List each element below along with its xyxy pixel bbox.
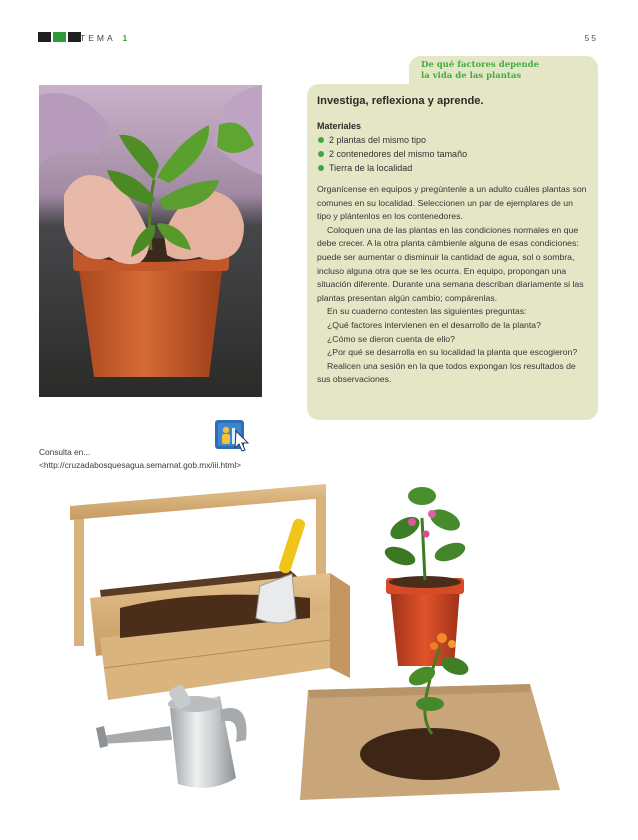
materials-item-text: 2 contenedores del mismo tamaño bbox=[329, 149, 468, 159]
photo-gardening-supplies bbox=[60, 478, 600, 818]
materials-item-text: 2 plantas del mismo tipo bbox=[329, 135, 427, 145]
section-label-text: TEMA bbox=[80, 33, 116, 43]
question-item: ¿Qué factores intervienen en el desarrollo de la planta? bbox=[327, 319, 541, 330]
header-block-green bbox=[53, 32, 66, 42]
materials-item-text: Tierra de la localidad bbox=[329, 163, 413, 173]
instructions-paragraph: Coloquen una de las plantas en las condiciones normales en que debe crecer. A la otra planta cámbienle alguna de esas condiciones: puede ser aumentar o disminuir la cantidad de agua, sol o sombra, incluso alguna otra que se les ocurra. En equipo, propongan una situación diferente. Durante una semana describan diariamente si las plantas presentan algún cambio; compárenlas. bbox=[317, 224, 584, 303]
question-item: ¿Cómo se dieron cuenta de ello? bbox=[327, 333, 455, 344]
photo-hands-planting bbox=[39, 85, 262, 397]
materials-list bbox=[317, 133, 588, 175]
instructions-paragraph: Organícense en equipos y pregúntenle a un adulto cuáles plantas son comunes en su localidad. Seleccionen un par de ejemplares de un tipo y plántenlos en los contenedores. bbox=[317, 184, 587, 222]
header-block-dark bbox=[38, 32, 51, 42]
materials-item bbox=[317, 147, 588, 161]
bullet-icon bbox=[318, 151, 324, 157]
web-consult-icon-graphic bbox=[214, 419, 250, 453]
header-color-blocks bbox=[38, 32, 81, 42]
materials-item bbox=[317, 133, 588, 147]
web-consult-icon[interactable] bbox=[214, 419, 250, 453]
bullet-icon bbox=[318, 165, 324, 171]
questions-intro: En su cuaderno contesten las siguientes preguntas: bbox=[327, 306, 527, 317]
bullet-icon bbox=[318, 137, 324, 143]
section-label bbox=[80, 33, 127, 43]
photo-gardening-illustration bbox=[60, 478, 600, 818]
consult-url-link[interactable]: <http://cruzadabosquesagua.semarnat.gob.mx/iii.html> bbox=[39, 460, 242, 470]
page-number: 55 bbox=[584, 33, 598, 43]
activity-tab-title-line1: De qué factores depende bbox=[421, 60, 540, 70]
activity-tab-title-line2: la vida de las plantas bbox=[421, 71, 522, 81]
materials-item bbox=[317, 161, 588, 175]
section-number: 1 bbox=[122, 33, 128, 43]
photo-hands-planting-illustration bbox=[39, 85, 262, 397]
activity-heading: Investiga, reflexiona y aprende. bbox=[317, 95, 484, 107]
activity-panel bbox=[307, 84, 598, 420]
consult-label: Consulta en... bbox=[39, 447, 91, 457]
closing-paragraph: Realicen una sesión en la que todos expongan los resultados de sus observaciones. bbox=[317, 360, 576, 385]
question-item: ¿Por qué se desarrolla en su localidad la planta que escogieron? bbox=[327, 347, 578, 358]
materials-heading: Materiales bbox=[317, 121, 362, 131]
